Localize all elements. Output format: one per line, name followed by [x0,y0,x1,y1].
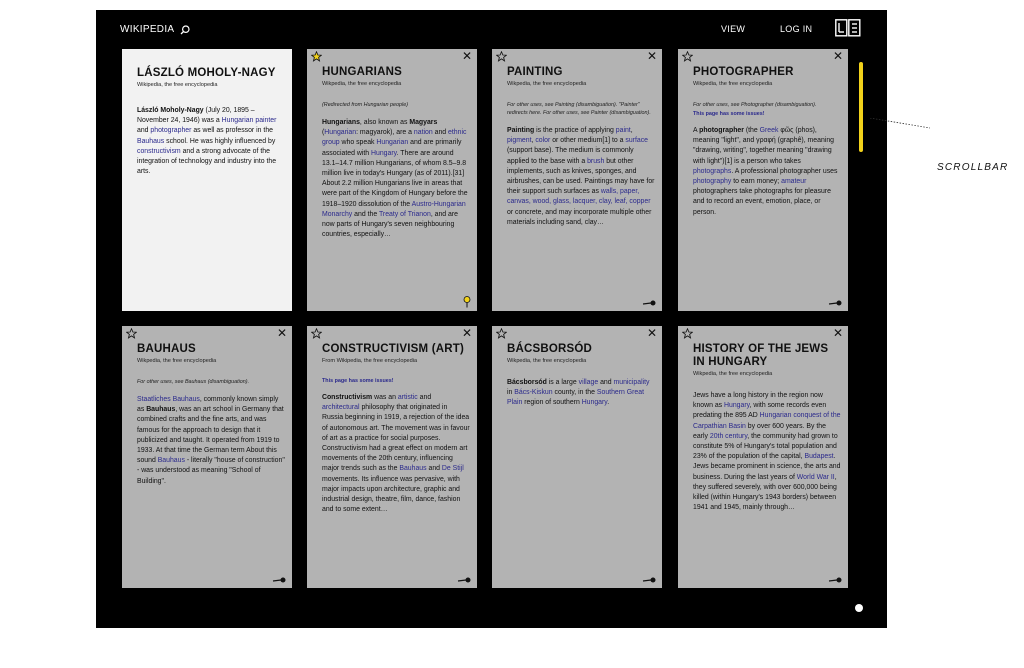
close-icon[interactable]: ✕ [646,326,657,340]
card-body [322,343,470,515]
bold-term: Constructivism [322,394,373,401]
article-link[interactable]: De Stijl [441,465,464,473]
text-run: and [432,129,449,137]
card-extract [137,395,285,487]
pin-icon[interactable] [642,576,656,584]
bold-term: Magyars [409,119,438,126]
text-run: county, in the [552,389,597,397]
text-run: , they suffered severely, with over 600,000 being killed (within Hungary's 1943 borders) between 1941 and 1945, mainly through… [693,473,837,512]
text-run: . A professional photographer uses [731,167,838,175]
card-body [693,66,841,218]
star-icon[interactable] [311,328,322,339]
card-hatnote[interactable]: For other uses, see Bauhaus (disambiguation). [137,379,250,385]
article-link[interactable]: Hungarian [376,139,409,147]
card-title[interactable]: LÁSZLÓ MOHOLY-NAGY [137,67,276,79]
text-run: photographers take photographs for pleasure and to record an event, emotion, place, or person. [693,188,831,216]
text-run: : magyarok), are a [356,129,414,137]
article-link[interactable]: amateur [781,178,807,186]
article-link[interactable]: Hungarian painter [221,117,277,125]
nav-view[interactable]: VIEW [721,24,746,34]
star-icon[interactable] [682,51,693,62]
article-card[interactable] [122,49,292,311]
article-link[interactable]: ethnic group [322,129,467,147]
article-link[interactable]: Hungary [724,402,750,410]
article-card[interactable] [307,326,477,588]
text-run: and a strong advocate of the integration of technology and industry into the arts. [137,147,277,176]
card-hatnote[interactable]: For other uses, see Painting (disambiguation). "Painter" redirects here. For other uses, see Painter (disambiguation). [507,102,651,116]
article-link[interactable]: Treaty of Trianon [378,210,431,218]
top-bar [96,10,887,50]
bold-term: Bácsborsód [507,379,547,386]
text-run: . [607,399,610,407]
article-link[interactable]: artistic [397,394,418,401]
star-icon[interactable] [126,328,137,339]
article-link[interactable]: photographer [150,127,192,135]
card-title[interactable]: PHOTOGRAPHER [693,66,794,78]
close-icon[interactable]: ✕ [832,49,843,63]
text-run: in [507,389,515,397]
close-icon[interactable]: ✕ [461,326,472,340]
brand[interactable] [120,24,190,35]
bold-term: Bauhaus [146,406,176,414]
article-link[interactable]: Hungarian [324,129,357,137]
text-run: and are primarily associated with [322,139,462,157]
article-card[interactable] [122,326,292,588]
card-subtitle: Wikpedia, the free encyclopedia [693,371,773,377]
text-run: φῶς (phos), meaning "light", and γραφή (graphê), meaning "drawing, writing", together meaning "drawing with light")[1] is a person who takes [693,127,834,165]
app-window [96,10,887,628]
article-link[interactable]: World War II [796,473,835,481]
article-link[interactable]: nation [413,129,433,137]
star-icon[interactable] [682,328,693,339]
text-run: , the community had grown to constitute 5% of Hungary's total population and 23% of the population of the capital, [693,432,838,461]
article-link[interactable]: color [535,137,551,145]
article-link[interactable]: village [578,379,599,386]
text-run: or concrete, and may incorporate multiple other materials including sand, clay… [507,208,652,226]
text-run: , was an art school in Germany that combined crafts and the fine arts, and was famous for the approach to design that it publicized and taught. It operated from 1919 to 1933. At that time the German term About this sound [137,406,284,465]
article-link[interactable]: photographs [693,167,732,175]
brand-name: WIKIPEDIA [120,24,175,35]
article-link[interactable]: Bauhaus [137,137,165,145]
close-icon[interactable]: ✕ [276,326,287,340]
map-pin-icon[interactable] [463,296,471,308]
article-link[interactable]: Austro-Hungarian Monarchy [322,200,466,218]
article-link[interactable]: Southern Great Plain [507,389,645,407]
bold-term: Painting [507,127,535,134]
text-run: school. He was highly influenced by [164,137,276,145]
annotation-leader-line [870,118,930,138]
pin-icon[interactable] [642,299,656,307]
close-icon[interactable]: ✕ [461,49,472,63]
article-link[interactable]: Bács-Kiskun [514,389,553,397]
star-filled-icon[interactable] [311,51,322,62]
text-run: . There are around 13.1–14.7 million Hungarians, of whom 8.5–9.8 million live in today's Hungary (as of 2011).[31] About 2.2 million Hungarians live in areas that were part of the Kingdom of Hungary before the 1918–1920 dissolution of the [322,149,468,208]
card-body [137,343,285,487]
text-run: , with some records even predating the 895 AD [693,402,827,420]
text-run: - literally "house of construction" - was understood as meaning "School of Building". [137,457,285,485]
text-run: ( [322,129,325,137]
card-subtitle: Wikpedia, the free encyclopedia [137,358,217,364]
pin-icon[interactable] [457,576,471,584]
card-extract [322,118,470,240]
text-run: as well as professor in the [191,127,273,135]
logo-icon[interactable] [835,19,861,37]
article-card[interactable] [678,49,848,311]
article-card[interactable] [678,326,848,588]
card-title[interactable]: PAINTING [507,66,563,78]
card-body [137,67,285,177]
text-run: (support base). The medium is commonly applied to the base with a [507,147,634,165]
text-run: and the [352,210,379,218]
article-link[interactable]: photography [693,178,732,186]
article-link[interactable]: constructivism [137,147,181,155]
page-indicator-dot[interactable] [855,604,863,612]
bold-term: László Moholy-Nagy [137,107,204,114]
close-icon[interactable]: ✕ [646,49,657,63]
text-run: . Jews became prominent in science, the arts and business. During the last years of [693,453,841,481]
article-link[interactable]: paint [615,127,631,134]
card-extract [693,126,841,218]
article-link[interactable]: Budapest [804,453,834,461]
card-subtitle: From Wikipedia, the free encyclopedia [322,358,418,364]
card-body [507,66,655,228]
text-run: is the practice of applying [534,127,616,134]
text-run: and [598,379,614,386]
card-title[interactable]: CONSTRUCTIVISM (ART) [322,343,464,355]
card-subtitle: Wikpedia, the free encyclopedia [507,358,587,364]
card-issues-notice[interactable]: This page has some issues! [693,111,765,117]
article-link[interactable]: surface [625,137,648,145]
text-run: , also known as [359,119,410,126]
card-hatnote[interactable]: (Redirected from Hungarian people) [322,102,408,108]
pin-icon[interactable] [828,299,842,307]
scrollbar[interactable] [859,62,863,152]
card-body [322,66,470,240]
card-body [693,343,841,513]
text-run: by over 600 years. By the early [693,422,826,440]
text-run: movements. Its influence was pervasive, with major impacts upon architecture, graphic and industrial design, theatre, film, dance, fashion and to some extent… [322,475,461,514]
pin-icon[interactable] [272,576,286,584]
scrollbar-annotation: SCROLLBAR [937,162,1009,173]
text-run: who speak [339,139,377,147]
card-extract [137,106,285,177]
star-icon[interactable] [496,328,507,339]
text-run: and [417,394,432,401]
article-link[interactable]: Hungary [581,399,608,407]
article-link[interactable]: Staatliches Bauhaus [137,396,200,403]
card-hatnote[interactable]: For other uses, see Photographer (disambiguation). [693,102,817,108]
text-run: , commonly known simply as [137,396,279,414]
text-run: but other implements, such as knives, sponges, and airbrushes, can be used. Paintings may have for their support such surfaces as [507,157,655,196]
article-link[interactable]: walls, paper, canvas, wood, glass, lacquer, clay, leaf, copper [507,188,651,206]
article-link[interactable]: Greek [759,127,779,134]
bold-term: photographer [699,127,744,134]
pin-icon[interactable] [828,576,842,584]
text-run: to earn money; [731,178,782,186]
text-run: (July 20, 1895 – November 24, 1946) was a [137,107,255,125]
article-link[interactable]: architectural [322,404,360,412]
card-title[interactable]: HUNGARIANS [322,66,402,78]
card-title[interactable]: BAUHAUS [137,343,196,355]
card-subtitle: Wikipedia, the free encyclopedia [137,82,218,88]
nav-login[interactable]: LOG IN [780,24,813,34]
article-link[interactable]: Hungarian conquest of the Carpathian Basin [693,412,841,430]
text-run: , [630,127,633,134]
article-link[interactable]: Bauhaus [399,465,427,473]
article-card[interactable] [307,49,477,311]
article-link[interactable]: pigment [507,137,532,145]
text-run: and [137,127,151,135]
article-link[interactable]: 20th century [709,432,748,440]
bold-term: Hungarians [322,119,360,126]
card-title[interactable]: BÁCSBORSÓD [507,343,593,355]
search-icon[interactable] [180,25,190,35]
article-link[interactable]: Hungary [371,149,397,157]
text-run: and [426,465,442,473]
card-subtitle: Wikpedia, the free encyclopedia [693,81,773,87]
text-run: philosophy that originated in Russia beginning in 1919, a rejection of the idea of autonomous art. The movement was in favour of art as a practice for social purposes. Constructivism had a great effect on modern art movements of the 20th century, influencing major trends such as the [322,404,470,473]
card-issues-notice[interactable]: This page has some issues! [322,378,394,384]
article-link[interactable]: brush [587,157,605,165]
card-extract [507,126,655,228]
text-run: , [531,137,536,145]
article-link[interactable]: municipality [613,379,650,386]
card-extract [322,393,470,515]
text-run: Jews have a long history in the region now known as [693,392,823,410]
text-run: region of southern [522,399,582,407]
card-extract [507,378,655,409]
card-title[interactable]: HISTORY OF THE JEWS IN HUNGARY [693,343,829,368]
card-subtitle: Wikpedia, the free encyclopedia [507,81,587,87]
text-run: A [693,127,700,134]
article-link[interactable]: Bauhaus [157,457,185,465]
card-extract [693,391,841,513]
close-icon[interactable]: ✕ [832,326,843,340]
text-run: (the [743,127,760,134]
text-run: or other medium[1] to a [550,137,626,145]
text-run: was an [372,394,398,401]
card-subtitle: Wikpedia, the free encyclopedia [322,81,402,87]
article-card[interactable] [492,49,662,311]
text-run: , and are now parts of Hungary's seven neighbouring countries, especially… [322,210,459,239]
text-run: is a large [546,379,579,386]
article-card[interactable] [492,326,662,588]
card-body [507,343,655,409]
star-icon[interactable] [496,51,507,62]
